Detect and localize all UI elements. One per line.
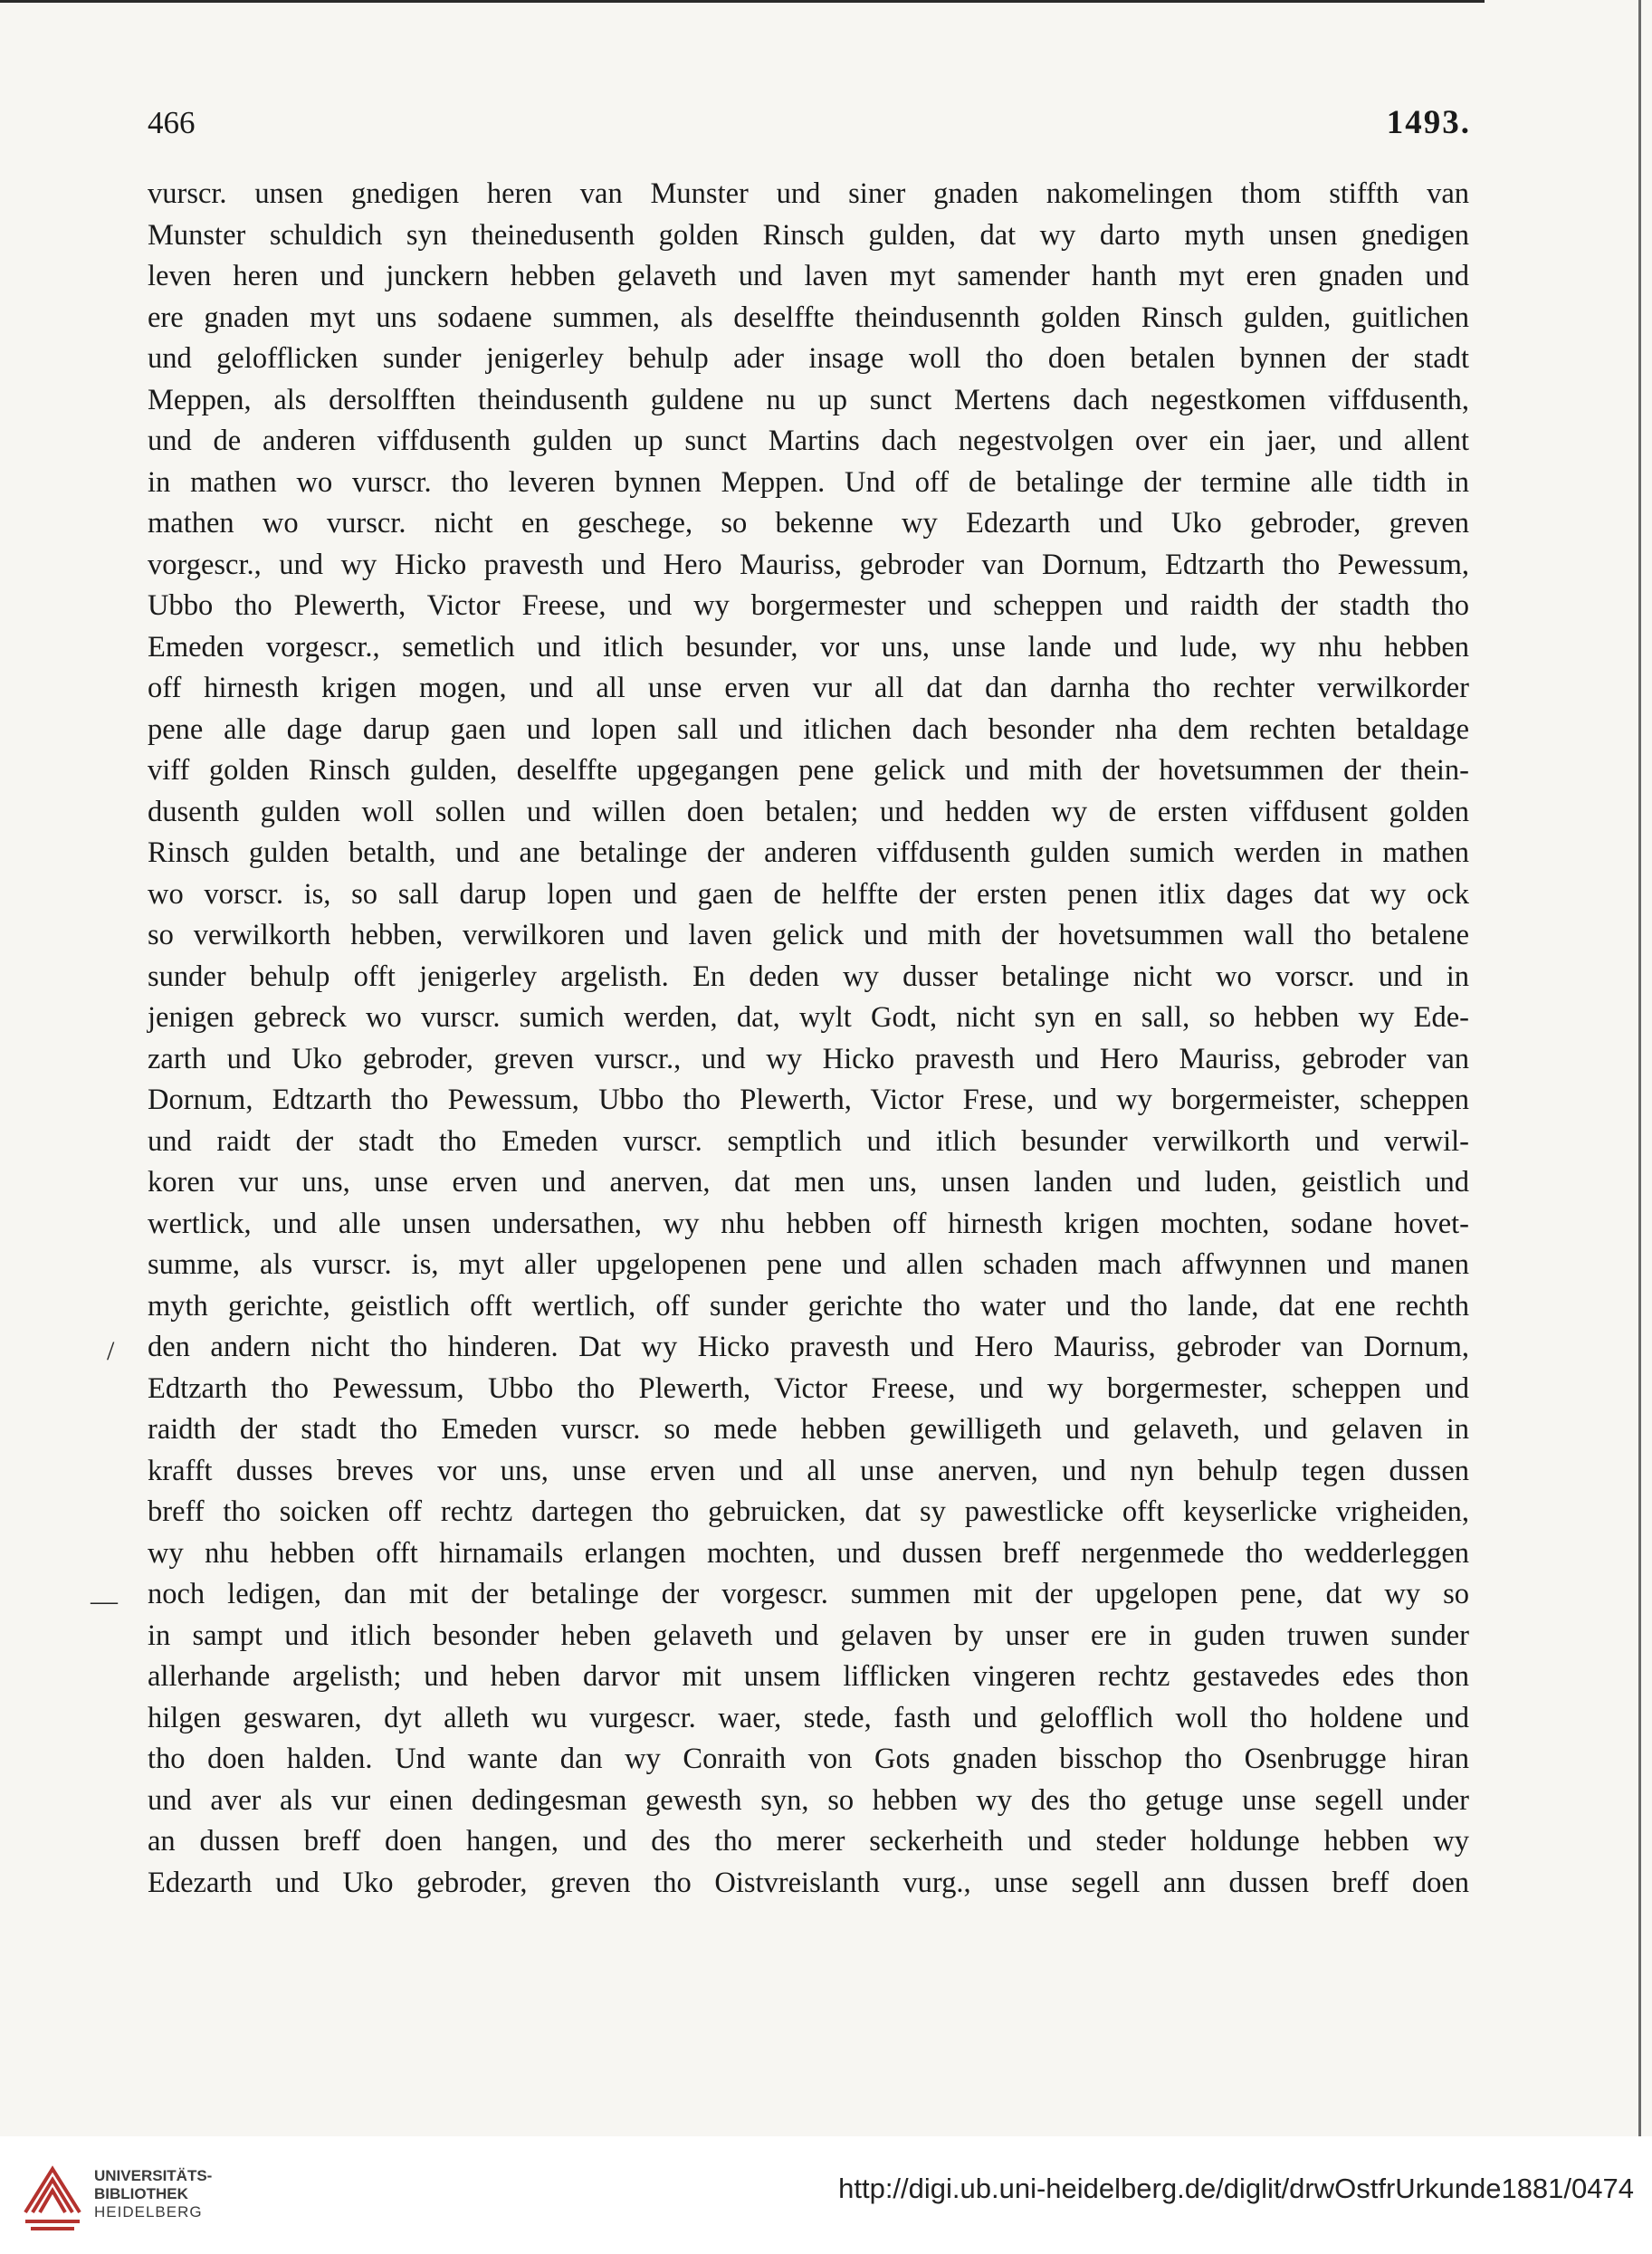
text-line: wy nhu hebben offt hirnamails erlangen mochten, und dussen breff nergenmede tho wedderleggen (148, 1536, 1469, 1570)
text-line: vorgescr., und wy Hicko pravesth und Hero Mauriss, gebroder van Dornum, Edtzarth tho Pewessum, (148, 548, 1469, 581)
text-line: viff golden Rinsch gulden, deselffte upgegangen pene gelick und mith der hovetsummen der thein- (148, 754, 1469, 787)
library-logo-icon (18, 2156, 87, 2234)
text-line: Munster schuldich syn theinedusenth golden Rinsch gulden, dat wy darto myth unsen gnedigen (148, 218, 1469, 252)
text-line: dusenth gulden woll sollen und willen doen betalen; und hedden wy de ersten viffdusent golden (148, 795, 1469, 828)
document-body (148, 174, 1469, 1904)
text-line: an dussen breff doen hangen, und des tho merer seckerheith und steder holdunge hebben wy (148, 1825, 1469, 1858)
text-line: ere gnaden myt uns sodaene summen, als deselffte theindusennth golden Rinsch gulden, guitlichen (148, 301, 1469, 334)
page-top-rule (0, 0, 1485, 3)
text-line: myth gerichte, geistlich offt wertlich, off sunder gerichte tho water und tho lande, dat ene rechth (148, 1289, 1469, 1323)
text-line: hilgen geswaren, dyt alleth wu vurgescr. waer, stede, fasth und gelofflich woll tho holdene und (148, 1701, 1469, 1734)
text-line: sunder behulp offt jenigerley argelisth. En deden wy dusser betalinge nicht wo vorscr. und in (148, 960, 1469, 993)
library-name-line-3: HEIDELBERG (94, 2203, 203, 2221)
margin-dash-mark: — (91, 1586, 118, 1616)
text-line: in sampt und itlich besonder heben gelaveth und gelaven by unser ere in guden truwen sunder (148, 1619, 1469, 1652)
document-year: 1493. (1386, 104, 1471, 141)
text-line: wertlick, und alle unsen undersathen, wy nhu hebben off hirnesth krigen mochten, sodane hovet- (148, 1207, 1469, 1240)
text-line: pene alle dage darup gaen und lopen sall und itlichen dach besonder nha dem rechten betaldage (148, 712, 1469, 746)
text-line: wo vorscr. is, so sall darup lopen und gaen de helffte der ersten penen itlix dages dat wy ock (148, 877, 1469, 911)
text-line: off hirnesth krigen mogen, und all unse erven vur all dat dan darnha tho rechter verwilkorder (148, 672, 1469, 704)
text-line: leven heren und junckern hebben gelaveth und laven myt samender hanth myt eren gnaden und (148, 260, 1469, 292)
text-line: Dornum, Edtzarth tho Pewessum, Ubbo tho Plewerth, Victor Frese, und wy borgermeister, scheppen (148, 1084, 1469, 1116)
margin-slash-mark: / (107, 1336, 115, 1366)
text-line: und aver als vur einen dedingesman gewesth syn, so hebben wy des tho getuge unse segell under (148, 1783, 1469, 1817)
page-right-edge (1638, 0, 1641, 2136)
text-line: breff tho soicken off rechtz dartegen tho gebruicken, dat sy pawestlicke offt keyserlicke vrigheiden, (148, 1495, 1469, 1528)
text-line: summe, als vurscr. is, myt aller upgelopenen pene und allen schaden mach affwynnen und manen (148, 1248, 1469, 1281)
text-line: jenigen gebreck wo vurscr. sumich werden, dat, wylt Godt, nicht syn en sall, so hebben wy Ede- (148, 1001, 1469, 1034)
text-line: und raidt der stadt tho Emeden vurscr. semptlich und itlich besunder verwilkorth und verwil- (148, 1124, 1469, 1158)
text-line: den andern nicht tho hinderen. Dat wy Hicko pravesth und Hero Mauriss, gebroder van Dornum, (148, 1331, 1469, 1363)
text-line: und de anderen viffdusenth gulden up sunct Martins dach negestvolgen over ein jaer, und allent (148, 425, 1469, 457)
text-line: raidth der stadt tho Emeden vurscr. so mede hebben gewilligeth und gelaveth, und gelaven in (148, 1413, 1469, 1446)
text-line: Ubbo tho Plewerth, Victor Freese, und wy borgermester und scheppen und raidth der stadth tho (148, 589, 1469, 622)
library-name (94, 2167, 212, 2221)
library-logo (18, 2156, 253, 2238)
text-line: Edezarth und Uko gebroder, greven tho Oistvreislanth vurg., unse segell ann dussen breff doen (148, 1866, 1469, 1899)
library-name-line-2: BIBLIOTHEK (94, 2185, 188, 2202)
text-line: in mathen wo vurscr. tho leveren bynnen Meppen. Und off de betalinge der termine alle tidth in (148, 465, 1469, 499)
text-line: so verwilkorth hebben, verwilkoren und laven gelick und mith der hovetsummen wall tho betalene (148, 919, 1469, 951)
text-line: mathen wo vurscr. nicht en geschege, so bekenne wy Edezarth und Uko gebroder, greven (148, 507, 1469, 540)
text-line: Emeden vorgescr., semetlich und itlich besunder, vor uns, unse lande und lude, wy nhu hebben (148, 630, 1469, 664)
text-line: noch ledigen, dan mit der betalinge der vorgescr. summen mit der upgelopen pene, dat wy so (148, 1578, 1469, 1610)
text-line: Meppen, als dersolfften theindusenth guldene nu up sunct Mertens dach negestkomen viffdusenth, (148, 383, 1469, 416)
text-line: Rinsch gulden betalth, und ane betalinge der anderen viffdusenth gulden sumich werden in mathen (148, 836, 1469, 869)
text-line: zarth und Uko gebroder, greven vurscr., und wy Hicko pravesth und Hero Mauriss, gebroder van (148, 1042, 1469, 1075)
text-line: allerhande argelisth; und heben darvor mit unsem lifflicken vingeren rechtz gestavedes edes thon (148, 1660, 1469, 1693)
library-name-line-1: UNIVERSITÄTS- (94, 2167, 213, 2184)
page-number: 466 (148, 105, 196, 140)
text-line: tho doen halden. Und wante dan wy Conraith von Gots gnaden bisschop tho Osenbrugge hiran (148, 1743, 1469, 1775)
text-line: koren vur uns, unse erven und anerven, dat men uns, unsen landen und luden, geistlich und (148, 1166, 1469, 1199)
text-line: vurscr. unsen gnedigen heren van Munster und siner gnaden nakomelingen thom stiffth van (148, 177, 1469, 210)
footer-bar (0, 2136, 1652, 2254)
text-line: und gelofflicken sunder jenigerley behulp ader insage woll tho doen betalen bynnen der stadt (148, 342, 1469, 375)
text-line: Edtzarth tho Pewessum, Ubbo tho Plewerth, Victor Freese, und wy borgermester, scheppen und (148, 1371, 1469, 1405)
text-line: krafft dusses breves vor uns, unse erven und all unse anerven, und nyn behulp tegen dussen (148, 1454, 1469, 1487)
source-url-link[interactable]: http://digi.ub.uni-heidelberg.de/diglit/drwOstfrUrkunde1881/0474 (838, 2173, 1634, 2204)
